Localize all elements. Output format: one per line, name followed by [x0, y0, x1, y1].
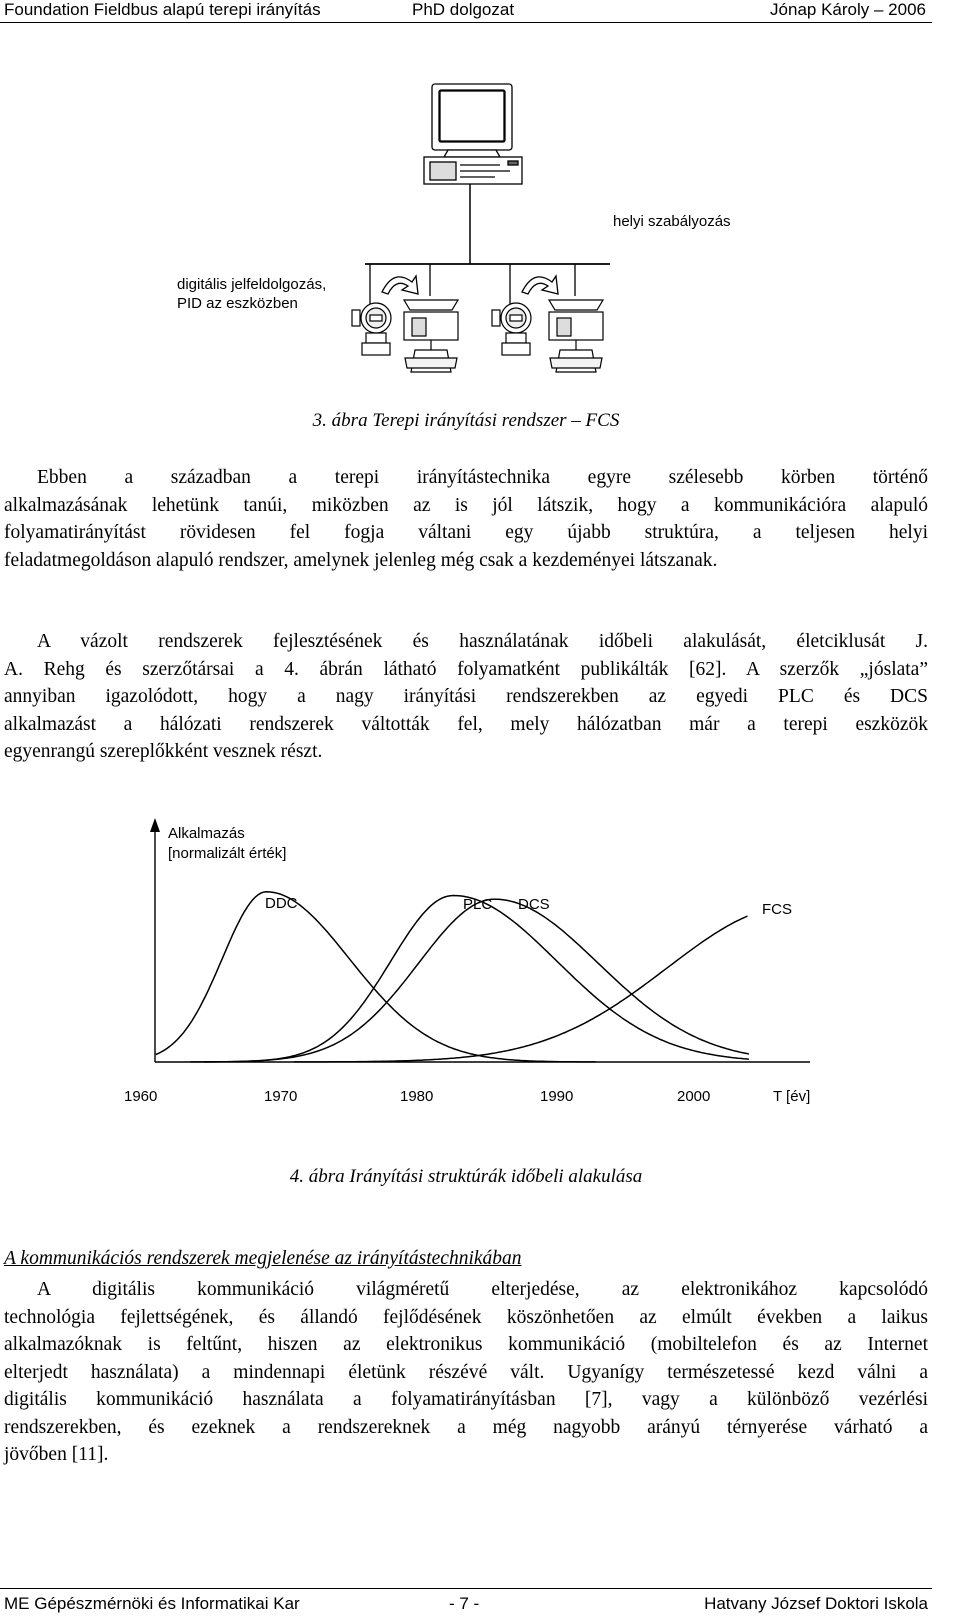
footer-center: - 7 -: [449, 1594, 480, 1613]
x-tick-label: 1990: [540, 1088, 574, 1105]
y-axis-arrow-icon: [150, 818, 160, 832]
x-tick-label: 1980: [400, 1088, 434, 1105]
y-axis-label: Alkalmazás: [168, 825, 245, 842]
x-axis-label: T [év]: [773, 1088, 811, 1105]
series-line-ddc: [156, 892, 596, 1062]
text-line: digitális kommunikáció használata a folyamatirányításban [7], vagy a különböző vezérlési: [4, 1389, 928, 1410]
x-tick-label: 1970: [264, 1088, 298, 1105]
page-footer: [0, 1588, 932, 1615]
section-heading: A kommunikációs rendszerek megjelenése az irányítástechnikában: [4, 1248, 522, 1269]
label-device-line1: digitális jelfeldolgozás,: [177, 276, 327, 293]
text-line: technológia fejlettségének, és állandó fejlődésének köszönhetően az elmúlt években a laikus: [4, 1306, 928, 1328]
transmitter-icon: [352, 303, 391, 355]
text-line: A vázolt rendszerek fejlesztésének és használatának időbeli alakulását, életciklusát J.: [37, 631, 928, 652]
text-line: folyamatirányítást rövidesen fel fogja váltani egy újabb struktúra, a teljesen helyi: [4, 522, 928, 543]
paragraph-2: [4, 628, 928, 766]
text-line: rendszerekben, és ezeknek a rendszereknek a még nagyobb arányú térnyerése várható a: [4, 1416, 928, 1438]
computer-icon: [424, 84, 522, 184]
loop-arrow-icon: [382, 276, 558, 294]
y-axis-label: [normalizált érték]: [168, 845, 287, 862]
series-label-fcs: FCS: [762, 901, 792, 918]
series-label-plc: PLC: [463, 896, 493, 913]
header-right: Jónap Károly – 2006: [770, 0, 926, 19]
text-line: jövőben [11].: [4, 1444, 109, 1465]
text-line: A digitális kommunikáció világméretű elterjedése, az elektronikához kapcsolódó: [37, 1279, 928, 1300]
x-tick-label: 2000: [677, 1088, 711, 1105]
x-tick-label: 1960: [124, 1088, 158, 1105]
figure3-caption: 3. ábra Terepi irányítási rendszer – FCS: [312, 410, 620, 431]
control-valve-icon: [404, 300, 458, 372]
text-line: alkalmazást a hálózati rendszerek váltották fel, mely hálózatban már a terepi eszközök: [4, 713, 928, 735]
text-line: egyenrangú szereplőkként vesznek részt.: [4, 741, 323, 762]
transmitter-icon: [492, 303, 531, 355]
text-line: Ebben a században a terepi irányítástechnika egyre szélesebb körben történő: [37, 467, 928, 488]
text-line: elterjedt használata) a mindennapi életünk részévé vált. Ugyanígy természetessé kezd válni a: [4, 1361, 928, 1383]
series-line-dcs: [190, 899, 749, 1062]
series-line-fcs: [294, 916, 747, 1062]
label-local-control: helyi szabályozás: [613, 213, 731, 230]
text-line: A. Rehg és szerzőtársai a 4. ábrán látható folyamatként publikálták [62]. A szerzők „jóslata”: [4, 658, 928, 680]
series-line-plc: [204, 896, 749, 1062]
paragraph-3: [4, 1276, 928, 1469]
text-line: alkalmazásának lehetünk tanúi, miközben az is jól látszik, hogy a kommunikációra alapuló: [4, 494, 928, 516]
text-line: feladatmegoldáson alapuló rendszer, amelynek jelenleg még csak a kezdeményei látszanak.: [4, 549, 718, 571]
control-valve-icon: [549, 300, 603, 372]
text-line: alkalmazóknak is feltűnt, hiszen az elektronikus kommunikáció (mobiltelefon és az Internet: [4, 1334, 928, 1355]
footer-right: Hatvany József Doktori Iskola: [704, 1594, 928, 1613]
header-left: Foundation Fieldbus alapú terepi irányítás: [4, 0, 321, 19]
footer-left: ME Gépészmérnöki és Informatikai Kar: [4, 1594, 300, 1613]
header-center: PhD dolgozat: [412, 0, 515, 19]
text-line: annyiban igazolódott, hogy a nagy irányítási rendszerekben az egyedi PLC és DCS: [4, 686, 928, 707]
series-label-ddc: DDC: [265, 895, 298, 912]
figure4-caption: 4. ábra Irányítási struktúrák időbeli alakulása: [289, 1166, 643, 1187]
paragraph-1: [4, 464, 928, 574]
label-device-line2: PID az eszközben: [177, 295, 298, 312]
series-label-dcs: DCS: [518, 896, 550, 913]
figure3-drawing: [0, 0, 960, 460]
